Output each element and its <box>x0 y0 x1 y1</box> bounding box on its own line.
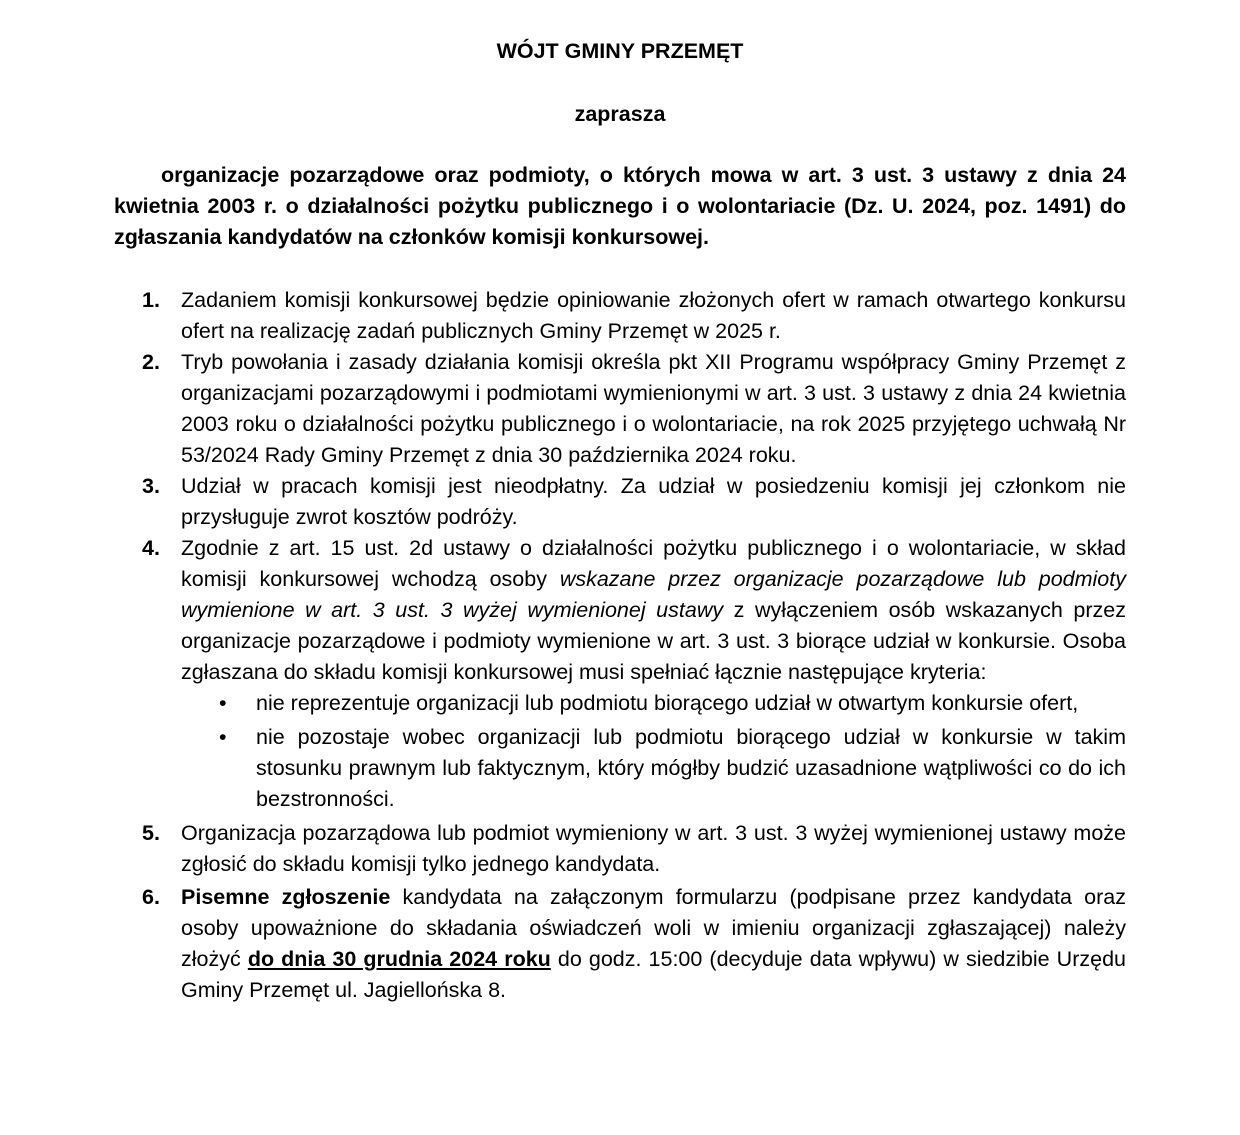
item-text-italic: wskazane przez organizacje pozarządowe lub podmioty wymienione w art. 3 ust. 3 wyżej wymienionej ustawy <box>181 567 1126 622</box>
criteria-list <box>181 688 1126 815</box>
criteria-item-1 <box>181 688 1126 719</box>
list-item-1 <box>115 285 1126 347</box>
item-number: 1. <box>142 288 160 312</box>
item-text: do godz. 15:00 (decyduje data wpływu) w siedzibie Urzędu Gminy Przemęt ul. Jagiellońska 8. <box>181 947 1126 1002</box>
list-item-6 <box>115 882 1126 1006</box>
criteria-text: nie pozostaje wobec organizacji lub podmiotu biorącego udział w konkursie w takim stosunku prawnym lub faktycznym, który mógłby budzić uzasadnione wątpliwości co do ich bezstronności. <box>256 725 1126 811</box>
document-title: WÓJT GMINY PRZEMĘT <box>496 39 744 63</box>
criteria-item-2 <box>181 722 1126 815</box>
item-text: Udział w pracach komisji jest nieodpłatny. Za udział w posiedzeniu komisji jej członkom nie przysługuje zwrot kosztów podróży. <box>181 474 1126 529</box>
item-text: Zgodnie z art. 15 ust. 2d ustawy o działalności pożytku publicznego i o wolontariacie, w skład komisji konkursowej wchodzą osoby <box>181 536 1126 591</box>
list-item-4 <box>115 533 1126 815</box>
deadline-date: do dnia 30 grudnia 2024 roku <box>247 947 551 971</box>
bullet-icon: • <box>219 691 227 715</box>
item-text: Organizacja pozarządowa lub podmiot wymieniony w art. 3 ust. 3 wyżej wymienionej ustawy może zgłosić do składu komisji tylko jednego kandydata. <box>181 821 1126 876</box>
item-text: Zadaniem komisji konkursowej będzie opiniowanie złożonych ofert w ramach otwartego konkursu ofert na realizację zadań publicznych Gminy Przemęt w 2025 r. <box>181 288 1126 343</box>
list-item-3 <box>115 471 1126 533</box>
list-item-2 <box>115 347 1126 471</box>
item-number: 3. <box>142 474 160 498</box>
bullet-icon: • <box>219 725 227 749</box>
item-text: Tryb powołania i zasady działania komisji określa pkt XII Programu współpracy Gminy Przemęt z organizacjami pozarządowymi i podmiotami wymienionymi w art. 3 ust. 3 ustawy z dnia 24 kwietnia 2003 roku o działalności pożytku publicznego i o wolontariacie, na rok 2025 przyjętego uchwałą Nr 53/2024 Rady Gminy Przemęt z dnia 30 października 2024 roku. <box>181 350 1126 467</box>
numbered-list <box>115 285 1126 1006</box>
intro-paragraph: organizacje pozarządowe oraz podmioty, o których mowa w art. 3 ust. 3 ustawy z dnia 24 kwietnia 2003 r. o działalności pożytku publicznego i o wolontariacie (Dz. U. 2024, poz. 1491) do zgłaszania kandydatów na członków komisji konkursowej. <box>114 163 1126 249</box>
criteria-text: nie reprezentuje organizacji lub podmiotu biorącego udział w otwartym konkursie ofert, <box>256 691 1079 715</box>
item-number: 6. <box>142 885 160 909</box>
item-number: 2. <box>142 350 160 374</box>
item-text-bold: Pisemne zgłoszenie <box>181 885 391 909</box>
item-number: 4. <box>142 536 160 560</box>
item-text: z wyłączeniem osób wskazanych przez organizacje pozarządowe i podmioty wymienione w art. 3 ust. 3 biorące udział w konkursie. Osoba zgłaszana do składu komisji konkursowej musi spełniać łącznie następujące kryteria: <box>181 598 1126 684</box>
invitation-verb: zaprasza <box>574 102 666 126</box>
item-number: 5. <box>142 821 160 845</box>
list-item-5 <box>115 818 1126 880</box>
item-text: kandydata na załączonym formularzu (podpisane przez kandydata oraz osoby upoważnione do składania oświadczeń woli w imieniu organizacji zgłaszającej) należy złożyć <box>181 885 1126 971</box>
